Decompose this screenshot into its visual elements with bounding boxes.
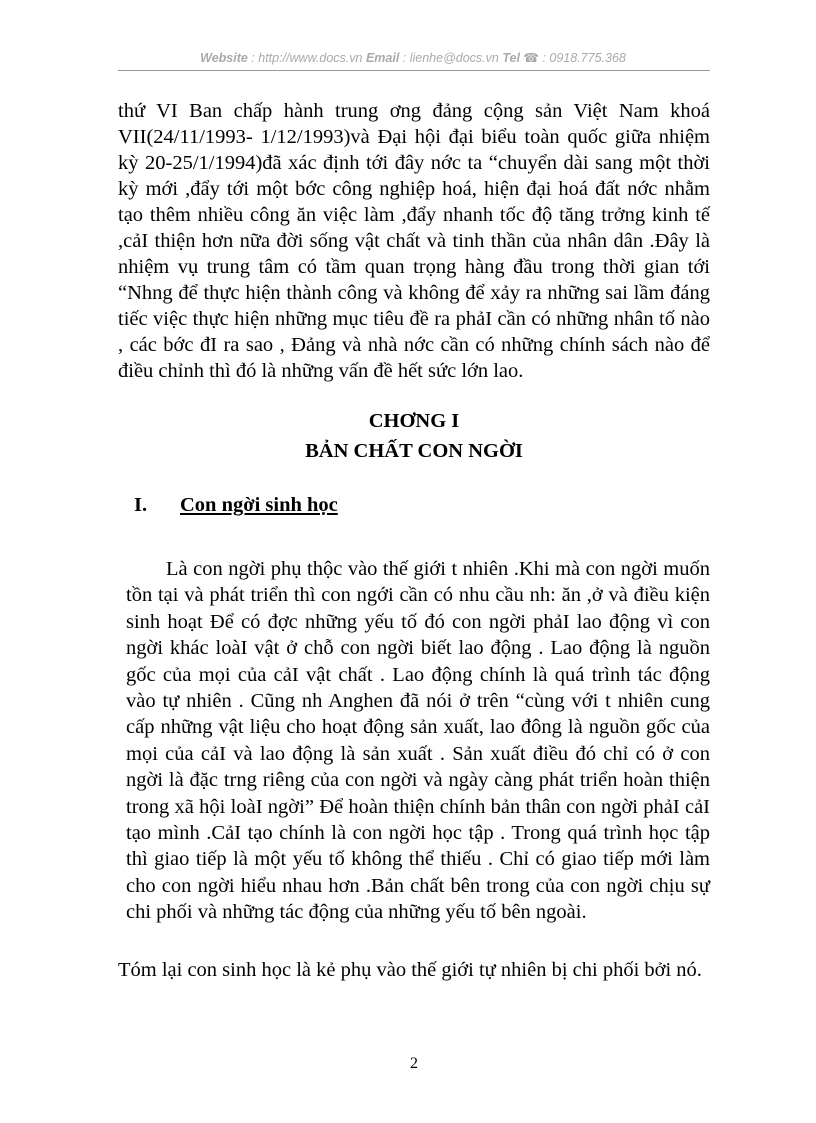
- tel-label: Tel: [502, 51, 520, 65]
- chapter-heading: CHƠNG I: [368, 410, 460, 432]
- website-label: Website: [200, 51, 248, 65]
- body-paragraph: [126, 556, 710, 926]
- intro-paragraph: thứ VI Ban chấp hành trung ơng đảng cộng sản Việt Nam khoá VII(24/11/1993- 1/12/1993)và Đại hội đại biểu toàn quốc giữa nhiệm kỳ 20-25/1/1994)đã xác định tới đây nớc ta “chuyển dài sang một thời kỳ mới ,đẩy tới một bớc công nghiệp hoá, hiện đại hoá đất nớc nhằm tạo thêm nhiều công ăn việc làm ,đẩy nhanh tốc độ tăng trởng kinh tế ,cảI thiện hơn nữa đời sống vật chất và tinh thần của nhân dân .Đây là nhiệm vụ trung tâm có tầm quan trọng hàng đầu trong thời gian tới “Nhng để thực hiện thành công và không để xảy ra những sai lầm đáng tiếc việc thực hiện những mục tiêu đề ra phảI cần có những nhân tố nào , các bớc đI ra sao , Đảng và nhà nớc cần có những chính sách nào để điều chỉnh thì đó là những vấn đề hết sức lớn lao.: [118, 100, 710, 382]
- header-divider: [118, 70, 710, 71]
- conclusion-paragraph: Tóm lại con sinh học là kẻ phụ vào thế giới tự nhiên bị chi phối bởi nó.: [118, 959, 702, 981]
- chapter-title: BẢN CHẤT CON NGỜI: [305, 440, 523, 462]
- section-heading: [134, 494, 338, 517]
- tel-value: ☎ : 0918.775.368: [519, 51, 626, 65]
- body-paragraph-text: Là con ngời phụ thộc vào thế giới t nhiên .Khi mà con ngời muốn tồn tại và phát triển thì con ngới cần có nhu cầu nh: ăn ,ở và điều kiện sinh hoạt Để có đợc những yếu tố đó con ngời phảI lao động vì con ngời khác loàI vật ở chỗ con ngời biết lao động . Lao động là nguồn gốc của mọi của cảI vật chất . Lao động chính là quá trình tác động vào tự nhiên . Cũng nh Anghen đã nói ở trên “cùng với t nhiên cung cấp những vật liệu cho hoạt động sản xuất, lao đông là nguồn gốc của mọi của cảI và lao động là sản xuất . Sản xuất điều đó chỉ có ở con ngời là đặc trng riêng của con ngời và ngày càng phát triển hoàn thiện trong xã hội loàI ngời” Để hoàn thiện chính bản thân con ngời phảI cảI tạo mình .CảI tạo chính là con ngời học tập . Trong quá trình học tập thì giao tiếp là một yếu tố không thể thiếu . Chỉ có giao tiếp mới làm cho con ngời hiểu nhau hơn .Bản chất bên trong của con ngời chịu sự chi phối và những tác động của những yếu tố bên ngoài.: [126, 558, 710, 924]
- page-number: 2: [410, 1055, 418, 1072]
- section-number: I.: [134, 494, 148, 516]
- website-value: : http://www.docs.vn: [247, 51, 366, 65]
- section-title: Con ngời sinh học: [180, 494, 338, 516]
- email-value: : lienhe@docs.vn: [399, 51, 503, 65]
- page-header: [118, 50, 708, 65]
- email-label: Email: [365, 51, 400, 65]
